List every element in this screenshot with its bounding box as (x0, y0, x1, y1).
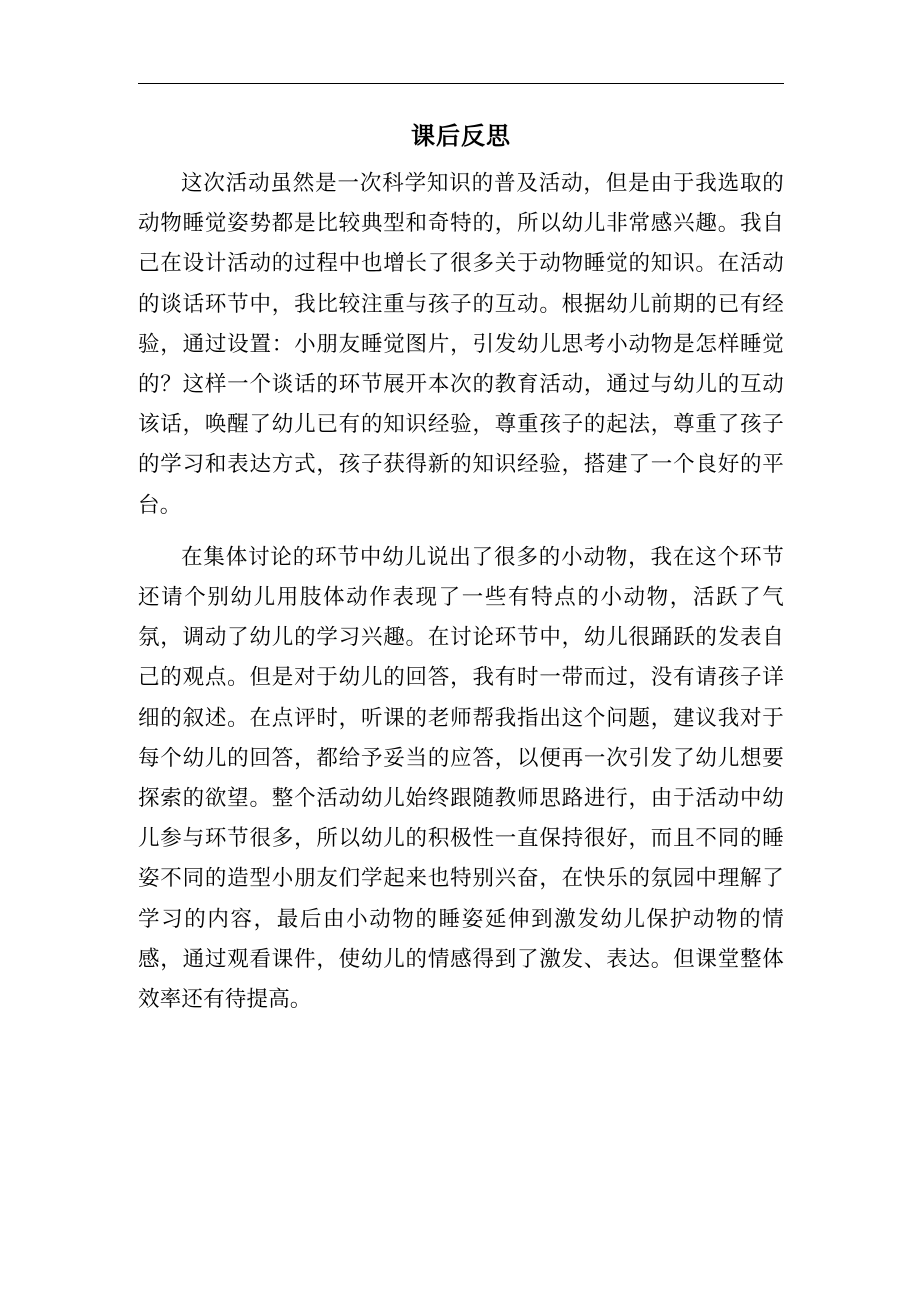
document-body (138, 164, 784, 1020)
header-rule (138, 83, 784, 84)
page-title: 课后反思 (411, 122, 511, 150)
paragraph-2: 在集体讨论的环节中幼儿说出了很多的小动物，我在这个环节还请个别幼儿用肢体动作表现了一些有特点的小动物，活跃了气氛，调动了幼儿的学习兴趣。在讨论环节中，幼儿很踊跃的发表自己的观点。但是对于幼儿的回答，我有时一带而过，没有请孩子详细的叙述。在点评时，听课的老师帮我指出这个问题，建议我对于每个幼儿的回答，都给予妥当的应答，以便再一次引发了幼儿想要探索的欲望。整个活动幼儿始终跟随教师思路进行，由于活动中幼儿参与环节很多，所以幼儿的积极性一直保持很好，而且不同的睡姿不同的造型小朋友们学起来也特别兴奋，在快乐的氛园中理解了学习的内容，最后由小动物的睡姿延伸到激发幼儿保护动物的情感，通过观看课件，使幼儿的情感得到了激发、表达。但课堂整体效率还有待提高。 (138, 544, 784, 1013)
paragraph-1: 这次活动虽然是一次科学知识的普及活动，但是由于我选取的动物睡觉姿势都是比较典型和奇特的，所以幼儿非常感兴趣。我自己在设计活动的过程中也增长了很多关于动物睡觉的知识。在活动的谈话环节中，我比较注重与孩子的互动。根据幼儿前期的已有经验，通过设置：小朋友睡觉图片，引发幼儿思考小动物是怎样睡觉的？这样一个谈话的环节展开本次的教育活动，通过与幼儿的互动该话，唤醒了幼儿已有的知识经验，尊重孩子的起法，尊重了孩子的学习和表达方式，孩子获得新的知识经验，搭建了一个良好的平台。 (138, 171, 784, 518)
